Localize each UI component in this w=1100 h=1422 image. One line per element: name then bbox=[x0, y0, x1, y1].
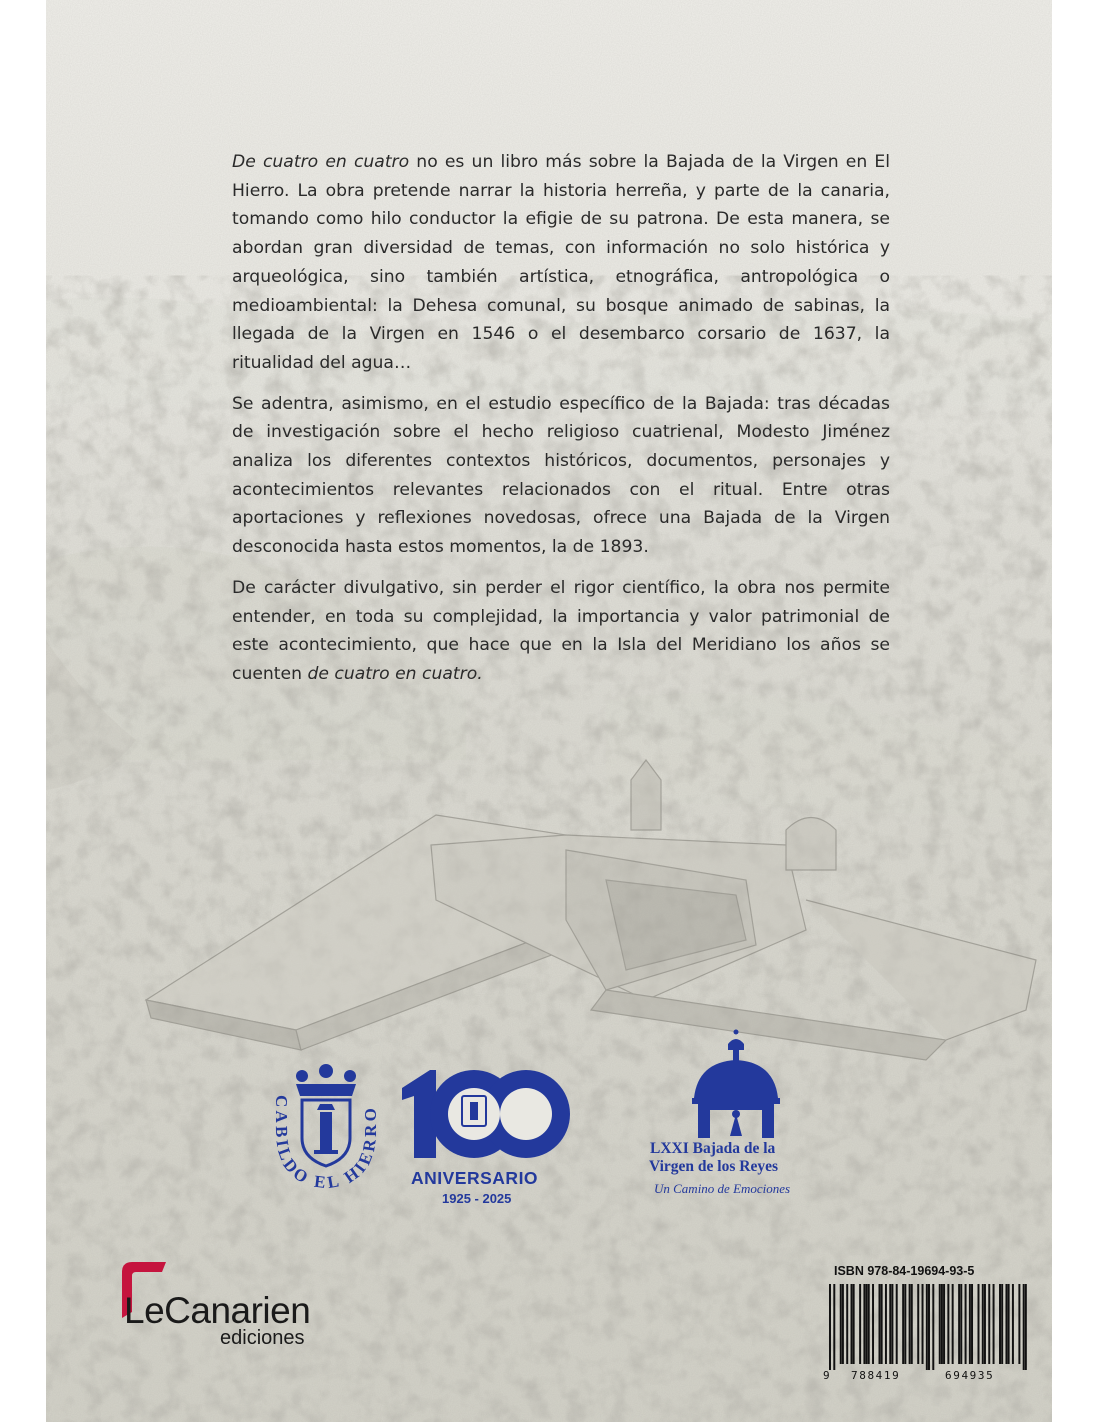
cabildo-text-arc bbox=[256, 1080, 396, 1200]
paragraph-2 bbox=[232, 390, 890, 562]
barcode-bar bbox=[958, 1284, 960, 1364]
barcode-bar bbox=[896, 1284, 898, 1364]
barcode-bar bbox=[842, 1284, 844, 1364]
paragraph-3 bbox=[232, 574, 890, 689]
barcode-bar bbox=[952, 1284, 954, 1364]
barcode-bar bbox=[889, 1284, 891, 1364]
barcode-bar bbox=[965, 1284, 967, 1364]
barcode-bar bbox=[943, 1284, 945, 1364]
barcode-bar bbox=[988, 1284, 990, 1364]
paragraph-3-body: De carácter divulgativo, sin perder el rigor científico, la obra nos permite entender, en toda su complejidad, la importancia y valor patrimonial de este acontecimiento, que hace que en la Isla del Meridiano los años se cuenten bbox=[232, 577, 890, 684]
barcode-bar bbox=[922, 1284, 924, 1364]
barcode-bar bbox=[1012, 1284, 1014, 1364]
barcode-bar bbox=[971, 1284, 973, 1364]
barcode-bar bbox=[1005, 1284, 1007, 1364]
barcode-bar bbox=[885, 1284, 887, 1364]
barcode-bar bbox=[853, 1284, 855, 1364]
isbn-group-left: 788419 bbox=[851, 1369, 901, 1382]
barcode-bar bbox=[866, 1284, 868, 1364]
barcode-bar bbox=[999, 1284, 1001, 1364]
barcode-bar bbox=[932, 1284, 934, 1370]
description-text bbox=[232, 148, 890, 701]
barcode-bar bbox=[833, 1284, 835, 1370]
barcode-bar bbox=[947, 1284, 949, 1364]
barcode-bar bbox=[941, 1284, 943, 1364]
anniversary-label: ANIVERSARIO bbox=[411, 1168, 539, 1188]
barcode-bar bbox=[926, 1284, 928, 1370]
book-title-italic-end: de cuatro en cuatro. bbox=[307, 663, 483, 684]
barcode-bar bbox=[881, 1284, 883, 1364]
barcode-bar bbox=[859, 1284, 861, 1364]
paragraph-1 bbox=[232, 148, 890, 378]
barcode-bar bbox=[969, 1284, 971, 1364]
barcode-bar bbox=[840, 1284, 842, 1364]
virgin-chapel-dome-icon bbox=[686, 1028, 786, 1138]
barcode-bar bbox=[879, 1284, 881, 1364]
barcode-bar bbox=[863, 1284, 865, 1364]
bajada-title-line-2: Virgen de los Reyes bbox=[649, 1158, 779, 1175]
bajada-title-line-1: LXXI Bajada de la bbox=[650, 1140, 776, 1157]
barcode-bar bbox=[1025, 1284, 1027, 1370]
back-cover bbox=[46, 0, 1052, 1422]
barcode-bar bbox=[1008, 1284, 1010, 1364]
publisher-name: LeCanarien bbox=[124, 1290, 311, 1331]
barcode-bar bbox=[982, 1284, 984, 1364]
barcode-bar bbox=[872, 1284, 874, 1364]
barcode-bar bbox=[829, 1284, 831, 1370]
paragraph-2-body: Se adentra, asimismo, en el estudio específico de la Bajada: tras décadas de investigación sobre el hecho religioso cuatrienal, Modesto Jiménez analiza los diferentes contextos históricos, documentos, personajes y acontecimientos relevantes relacionados con el ritual. Entre otras aportaciones y reflexiones novedosas, ofrece una Bajada de la Virgen desconocida hasta estos momentos, la de 1893. bbox=[232, 393, 890, 558]
barcode-bar bbox=[928, 1284, 930, 1370]
barcode-bar bbox=[917, 1284, 919, 1364]
anniversary-years: 1925 - 2025 bbox=[442, 1191, 512, 1206]
svg-text:CABILDO EL HIERRO bbox=[272, 1095, 380, 1192]
barcode-bar bbox=[984, 1284, 986, 1364]
publisher-subtitle: ediciones bbox=[220, 1327, 305, 1349]
barcode-bar bbox=[846, 1284, 848, 1364]
isbn-group-right: 694935 bbox=[945, 1369, 995, 1382]
isbn-label: ISBN 978-84-19694-93-5 bbox=[834, 1264, 975, 1278]
barcode-bar bbox=[902, 1284, 904, 1364]
barcode-bar bbox=[868, 1284, 870, 1364]
isbn-first-digit: 9 bbox=[823, 1369, 830, 1382]
100-anniversary-icon bbox=[402, 1066, 570, 1162]
barcode-bar bbox=[939, 1284, 941, 1364]
barcode-bar bbox=[960, 1284, 962, 1364]
barcode-bar bbox=[1023, 1284, 1025, 1370]
barcode-bar bbox=[891, 1284, 893, 1364]
barcode-bar bbox=[851, 1284, 853, 1364]
barcode-bar bbox=[993, 1284, 995, 1364]
bajada-tagline: Un Camino de Emociones bbox=[654, 1181, 791, 1196]
isbn-barcode-block bbox=[823, 1264, 1027, 1394]
barcode-bar bbox=[904, 1284, 906, 1364]
barcode-bar bbox=[1018, 1284, 1020, 1364]
barcode-bar bbox=[1001, 1284, 1003, 1364]
barcode-bar bbox=[978, 1284, 980, 1364]
barcode-icon bbox=[829, 1284, 1027, 1370]
book-title-italic: De cuatro en cuatro bbox=[232, 152, 410, 172]
barcode-bar bbox=[909, 1284, 911, 1364]
barcode-bar bbox=[911, 1284, 913, 1364]
cabildo-text: CABILDO EL HIERRO bbox=[271, 1095, 381, 1193]
paragraph-1-body: no es un libro más sobre la Bajada de la Virgen en El Hierro. La obra pretende narrar la historia herreña, y parte de la canaria, tomando como hilo conductor la efigie de su patrona. De esta manera, se abordan gran diversidad de temas, con información no solo histórica y arqueológica, sino también artística, etnográfica, antropológica o medioambiental: la Dehesa comunal, su bosque animado de sabinas, la llegada de la Virgen en 1546 o el desembarco corsario de 1637, la ritualidad del agua… bbox=[232, 152, 890, 373]
